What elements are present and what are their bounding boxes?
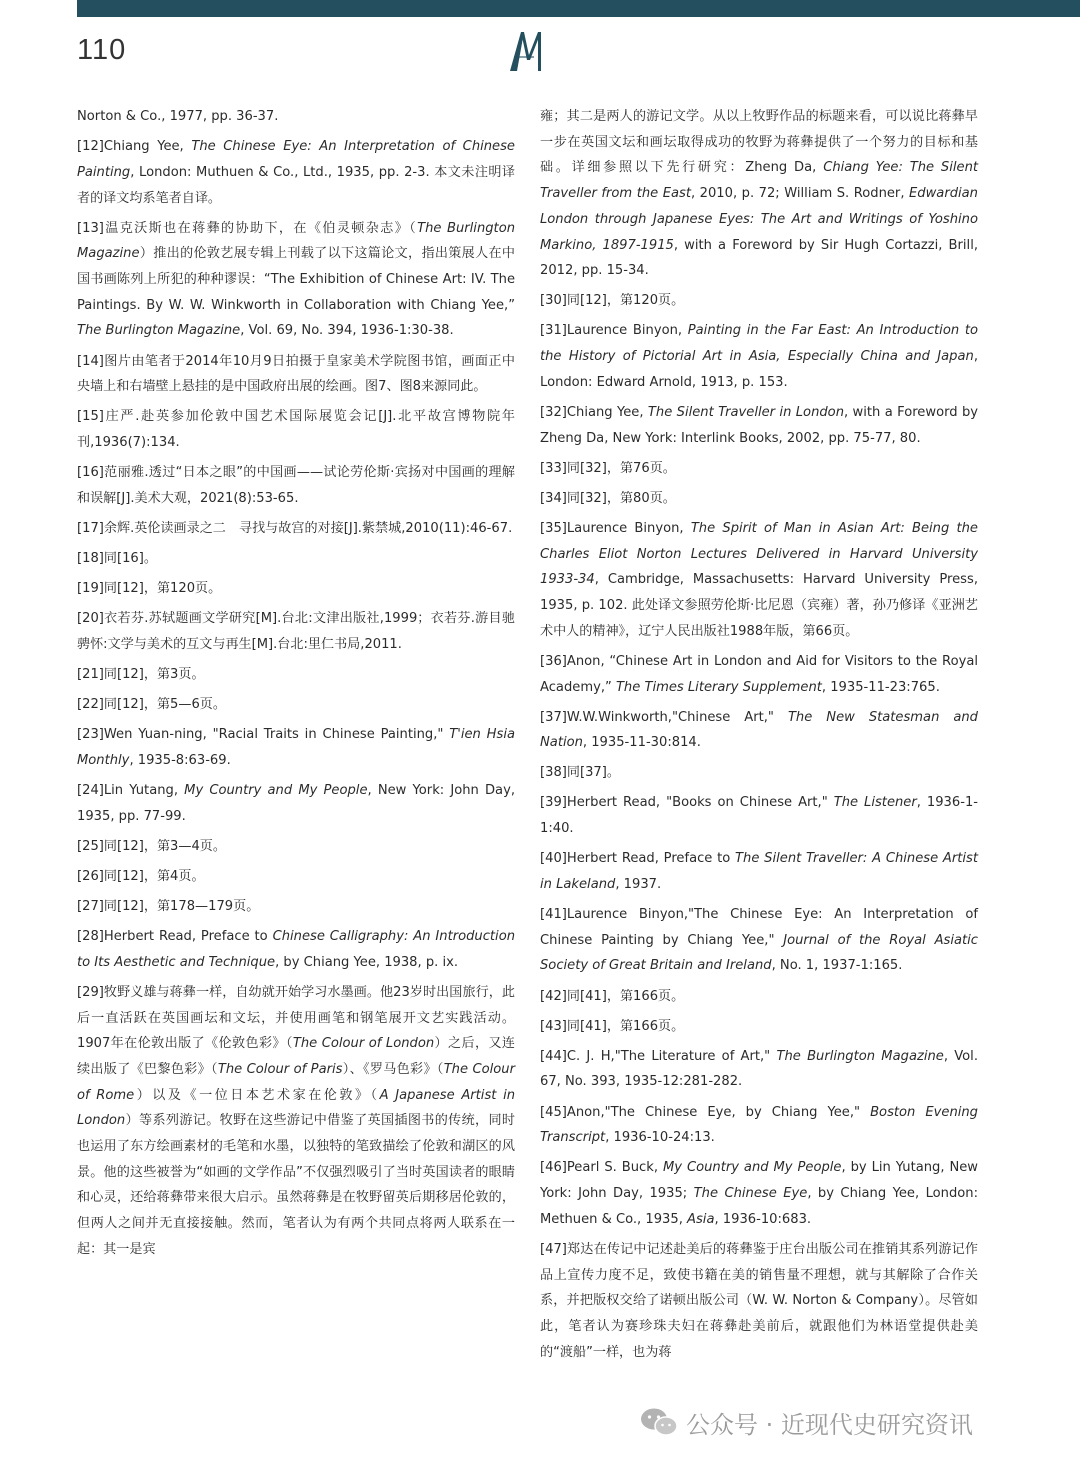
- footnote: [30]同[12]，第120页。: [540, 293, 685, 309]
- footnote: [32]Chiang Yee, The Silent Traveller in London, with a Foreword by Zheng Da, New York: Interlink Books, 2002, pp. 75-77, 80.: [540, 404, 979, 446]
- footnote: 雍；其二是两人的游记文学。从以上牧野作品的标题来看，可以说比蒋彝早一步在英国文坛和画坛取得成功的牧野为蒋彝提供了一个努力的目标和基础。详细参照以下先行研究：Zheng Da, Chiang Yee: The Silent Traveller from the East, 2010, p. 72; William S. Rodner, Edwardian London through Japanese Eyes: The Art and Writings of Yoshino Markino, 1897-1915, with a Foreword by Sir Hugh Cortazzi, Brill, 2012, pp. 15-34.: [540, 109, 979, 279]
- footnote: [18]同[16]。: [77, 550, 157, 566]
- top-color-bar: [77, 0, 1080, 17]
- watermark: [640, 1402, 973, 1442]
- footnote: [12]Chiang Yee, The Chinese Eye: An Interpretation of Chinese Painting, London: Muthuen & Co., Ltd., 1935, pp. 2-3. 本文未注明译者的译文均系笔者自译。: [77, 139, 515, 206]
- watermark-text: 公众号 · 近现代史研究资讯: [686, 1410, 973, 1439]
- right-notes-column: [540, 104, 978, 1370]
- footnote: [43]同[41]，第166页。: [540, 1018, 685, 1034]
- footnote: [37]W.W.Winkworth,"Chinese Art," The New Statesman and Nation, 1935-11-30:814.: [540, 709, 978, 751]
- footnote: [21]同[12]，第3页。: [77, 666, 205, 682]
- footnote: [23]Wen Yuan-ning, "Racial Traits in Chinese Painting," T'ien Hsia Monthly, 1935-8:63-69.: [77, 727, 515, 768]
- footnote: [17]余辉.英伦读画录之二 寻找与故宫的对接[J].紫禁城,2010(11):46-67.: [77, 520, 513, 536]
- footnote: [47]郑达在传记中记述赴美后的蒋彝鉴于庄台出版公司在推销其系列游记作品上宣传力度不足，致使书籍在美的销售量不理想，就与其解除了合作关系，并把版权交给了诺顿出版公司（W. W. Norton & Company）。尽管如此，笔者认为赛珍珠夫妇在蒋彝赴美前后，就跟他们为林语堂提供赴美的“渡船”一样，也为蒋: [540, 1241, 978, 1360]
- footnote: [36]Anon, “Chinese Art in London and Aid for Visitors to the Royal Academy,” The Times Literary Supplement, 1935-11-23:765.: [540, 653, 978, 695]
- journal-logo-icon: [508, 30, 548, 72]
- footnote: [26]同[12]，第4页。: [77, 868, 205, 884]
- footnote: [41]Laurence Binyon,"The Chinese Eye: An Interpretation of Chinese Painting by Chiang Yee," Journal of the Royal Asiatic Society of Great Britain and Ireland, No. 1, 1937-1:165.: [540, 907, 978, 974]
- footnote: [14]图片由笔者于2014年10月9日拍摄于皇家美术学院图书馆，画面正中央墙上和右墙壁上悬挂的是中国政府出展的绘画。图7、图8来源同此。: [77, 353, 515, 395]
- footnote: [29]牧野义雄与蒋彝一样，自幼就开始学习水墨画。他23岁时出国旅行，此后一直活跃在英国画坛和文坛，并使用画笔和钢笔展开文艺实践活动。1907年在伦敦出版了《伦敦色彩》（The Colour of London）之后，又连续出版了《巴黎色彩》（The Colour of Paris）、《罗马色彩》（The Colour of Rome）以及《一位日本艺术家在伦敦》（A Japanese Artist in London）等系列游记。牧野在这些游记中借鉴了英国插图书的传统，同时也运用了东方绘画素材的毛笔和水墨，以独特的笔致描绘了伦敦和湖区的风景。他的这些被誉为“如画的文学作品”不仅强烈吸引了当时英国读者的眼睛和心灵，还给蒋彝带来很大启示。虽然蒋彝是在牧野留英后期移居伦敦的，但两人之间并无直接接触。然而，笔者认为有两个共同点将两人联系在一起：其一是宾: [77, 984, 516, 1257]
- footnote: [16]范丽雅.透过“日本之眼”的中国画——试论劳伦斯·宾扬对中国画的理解和误解[J].美术大观，2021(8):53-65.: [77, 465, 515, 506]
- page-number: 110: [77, 34, 127, 66]
- left-notes-column: [77, 104, 515, 1267]
- footnote: [15]庄严.赴英参加伦敦中国艺术国际展览会记[J].北平故宫博物院年刊,1936(7):134.: [77, 409, 515, 450]
- footnote: [42]同[41]，第166页。: [540, 988, 685, 1004]
- footnote: [19]同[12]，第120页。: [77, 581, 222, 597]
- footnote: [39]Herbert Read, "Books on Chinese Art," The Listener, 1936-1-1:40.: [540, 795, 978, 837]
- footnote: [44]C. J. H,"The Literature of Art," The Burlington Magazine, Vol. 67, No. 393, 1935-12:281-282.: [540, 1048, 978, 1090]
- footnote: Norton & Co., 1977, pp. 36-37.: [77, 109, 279, 124]
- footnote: [40]Herbert Read, Preface to The Silent Traveller: A Chinese Artist in Lakeland, 1937.: [540, 851, 978, 892]
- footnote: [20]衣若芬.苏轼题画文学研究[M].台北:文津出版社,1999；衣若芬.游目驰骋怀:文学与美术的互文与再生[M].台北:里仁书局,2011.: [77, 611, 515, 652]
- wechat-icon: [640, 1407, 678, 1437]
- footnote: [31]Laurence Binyon, Painting in the Far East: An Introduction to the History of Pictorial Art in Asia, Especially China and Japan, London: Edward Arnold, 1913, p. 153.: [540, 323, 978, 390]
- footnote: [45]Anon,"The Chinese Eye, by Chiang Yee," Boston Evening Transcript, 1936-10-24:13.: [540, 1104, 978, 1146]
- footnote: [33]同[32]，第76页。: [540, 460, 676, 476]
- footnote: [35]Laurence Binyon, The Spirit of Man in Asian Art: Being the Charles Eliot Norton Lectures Delivered in Harvard University 1933-34, Cambridge, Massachusetts: Harvard University Press, 1935, p. 102. 此处译文参照劳伦斯·比尼恩（宾雍）著，孙乃修译《亚洲艺术中人的精神》，辽宁人民出版社1988年版，第66页。: [540, 520, 978, 639]
- footnote: [27]同[12]，第178—179页。: [77, 898, 260, 914]
- footnote: [38]同[37]。: [540, 765, 620, 781]
- footnote: [13]温克沃斯也在蒋彝的协助下，在《伯灵顿杂志》（The Burlington Magazine）推出的伦敦艺展专辑上刊载了以下这篇论文，指出策展人在中国书画陈列上所犯的种种谬误：“The Exhibition of Chinese Art: IV. The Paintings. By W. W. Winkworth in Collaboration with Chiang Yee,” The Burlington Magazine, Vol. 69, No. 394, 1936-1:30-38.: [77, 220, 515, 339]
- footnote: [24]Lin Yutang, My Country and My People, New York: John Day, 1935, pp. 77-99.: [77, 782, 515, 824]
- footnote: [28]Herbert Read, Preface to Chinese Calligraphy: An Introduction to Its Aesthetic and Technique, by Chiang Yee, 1938, p. ix.: [77, 929, 516, 970]
- footnote: [22]同[12]，第5—6页。: [77, 697, 226, 713]
- footnote: [34]同[32]，第80页。: [540, 490, 676, 506]
- footnote: [25]同[12]，第3—4页。: [77, 838, 226, 854]
- footnote: [46]Pearl S. Buck, My Country and My People, by Lin Yutang, New York: John Day, 1935; The Chinese Eye, by Chiang Yee, London: Methuen & Co., 1935, Asia, 1936-10:683.: [540, 1160, 979, 1227]
